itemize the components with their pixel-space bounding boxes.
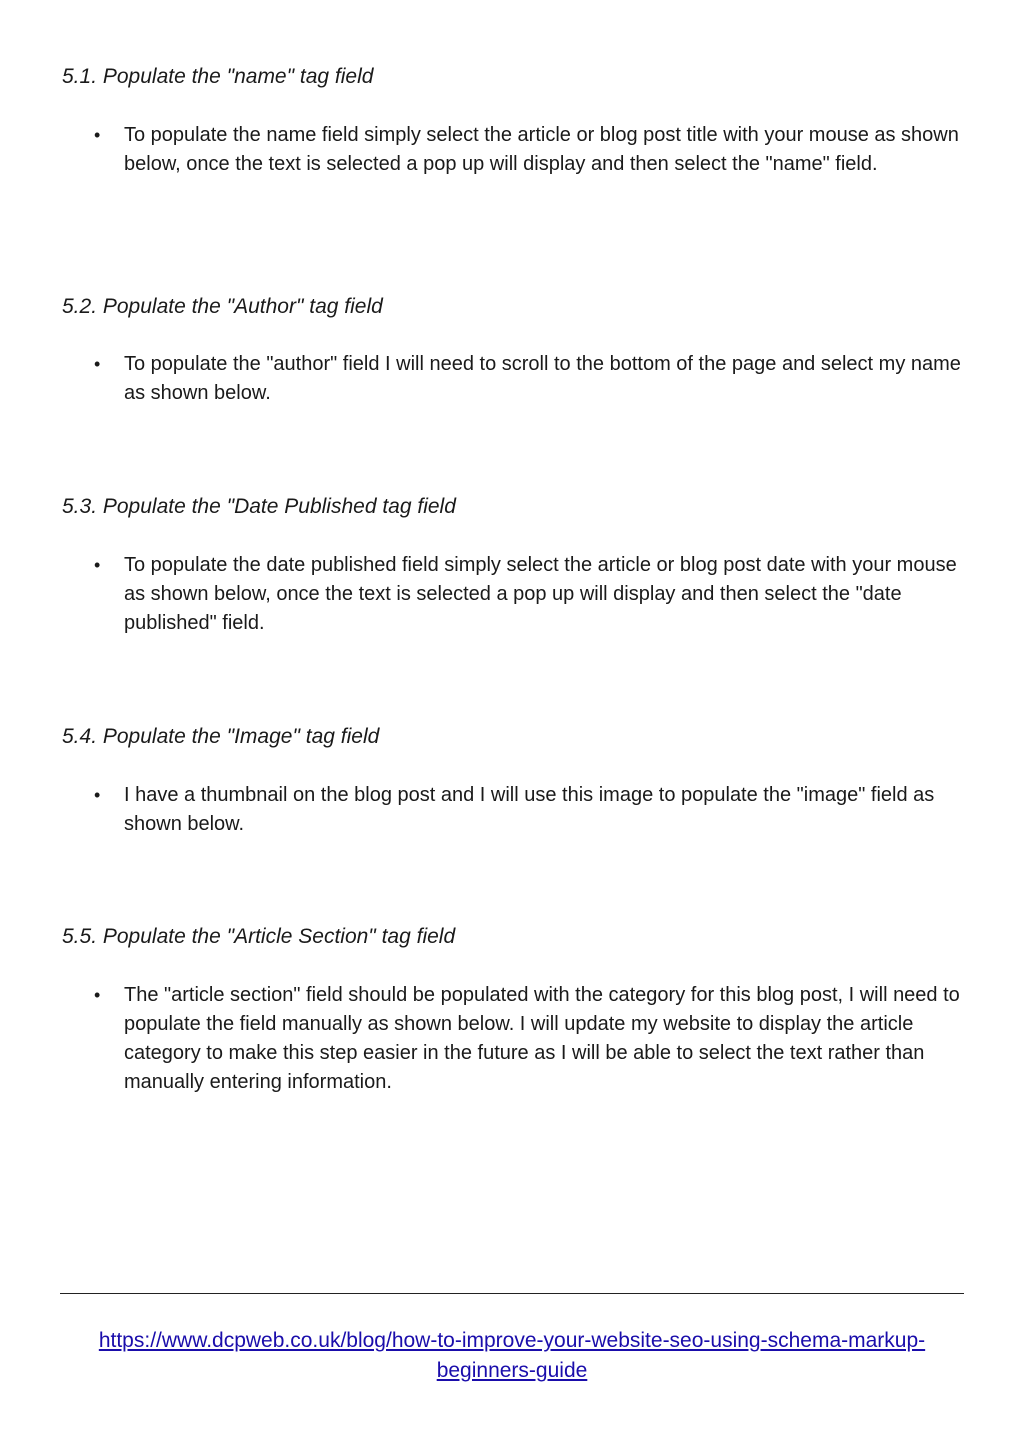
list-item-text: The "article section" field should be populated with the category for this blog post, I will need to populate the field manually as shown below. I will update my website to display the article category to make this step easier in the future as I will be able to select the text rather than manually entering information. — [124, 984, 960, 1093]
bullet-icon: • — [94, 555, 101, 575]
bullet-list — [94, 551, 964, 638]
section-heading: 5.5. Populate the "Article Section" tag field — [62, 925, 456, 948]
footer-divider — [60, 1293, 964, 1294]
section-heading: 5.4. Populate the "Image" tag field — [62, 725, 380, 748]
list-item — [94, 121, 964, 179]
bullet-list — [94, 350, 964, 408]
list-item-text: To populate the "author" field I will need to scroll to the bottom of the page and select my name as shown below. — [124, 353, 961, 404]
list-item-text: To populate the date published field simply select the article or blog post date with your mouse as shown below, once the text is selected a pop up will display and then select the "date published" field. — [124, 554, 957, 634]
section-heading: 5.2. Populate the "Author" tag field — [62, 295, 383, 318]
list-item-text: To populate the name field simply select the article or blog post title with your mouse as shown below, once the text is selected a pop up will display and then select the "name" field. — [124, 124, 959, 175]
section-heading: 5.3. Populate the "Date Published tag field — [62, 495, 456, 518]
list-item — [94, 350, 964, 408]
bullet-list — [94, 121, 964, 179]
bullet-icon: • — [94, 985, 101, 1005]
list-item-text: I have a thumbnail on the blog post and I will use this image to populate the "image" field as shown below. — [124, 784, 935, 835]
list-item — [94, 781, 964, 839]
bullet-list — [94, 981, 964, 1097]
bullet-icon: • — [94, 785, 101, 805]
list-item — [94, 551, 964, 638]
bullet-list — [94, 781, 964, 839]
footer-source-link[interactable]: https://www.dcpweb.co.uk/blog/how-to-improve-your-website-seo-using-schema-markup-beginners-guide — [98, 1329, 926, 1382]
section-heading: 5.1. Populate the "name" tag field — [62, 65, 374, 88]
bullet-icon: • — [94, 354, 101, 374]
list-item — [94, 981, 964, 1097]
bullet-icon: • — [94, 125, 101, 145]
